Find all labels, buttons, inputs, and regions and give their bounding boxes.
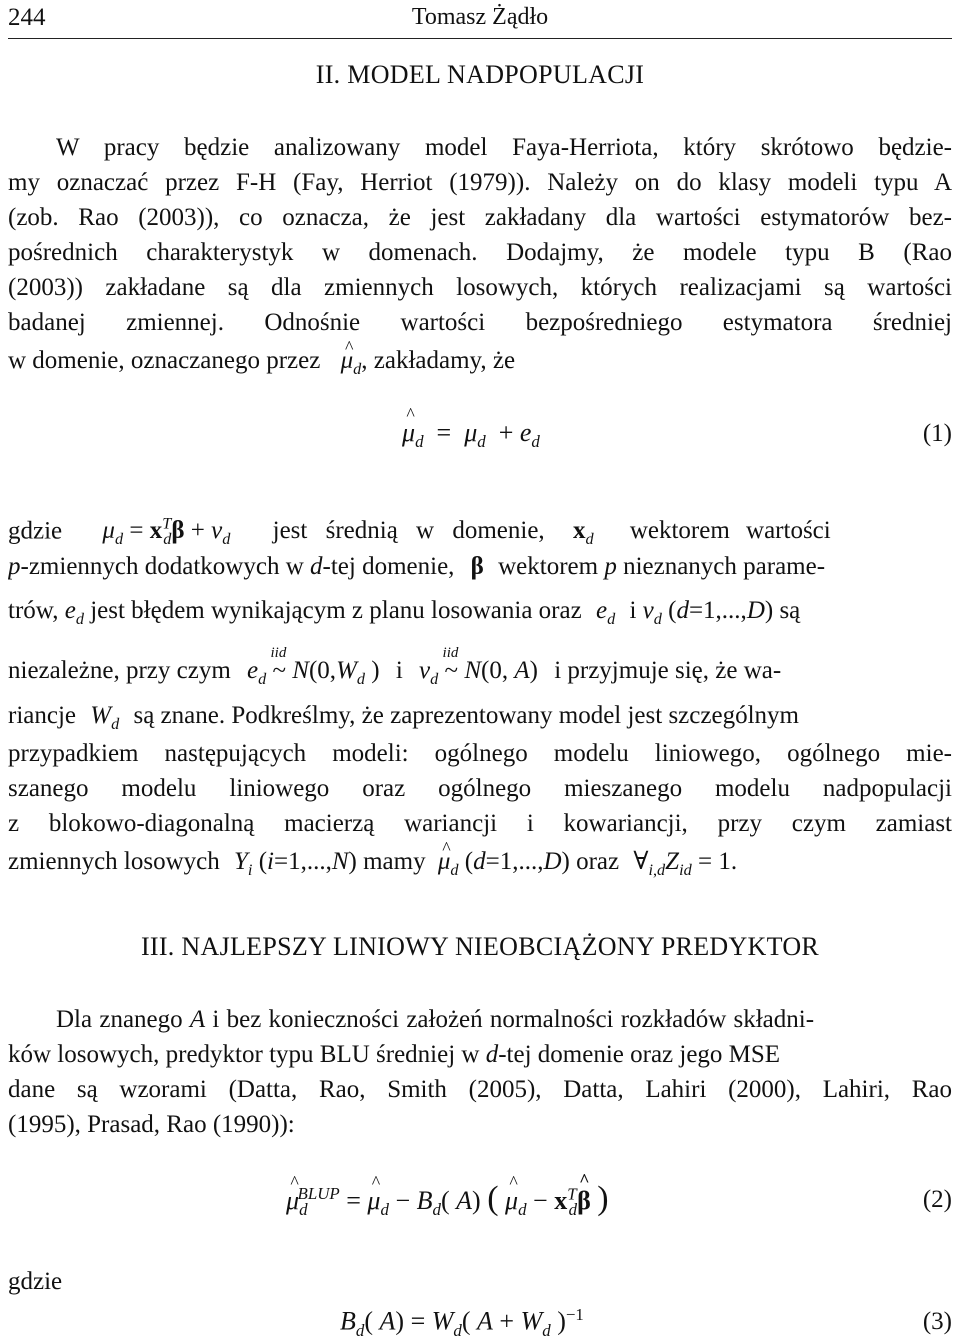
text-line: my oznaczać przez F-H (Fay, Herriot (1979)). Należy on do klasy modeli typu A: [8, 169, 952, 196]
paragraph-blup: [8, 1002, 952, 1142]
section-heading-2: II. MODEL NADPOPULACJI: [315, 60, 645, 89]
text-span: riancje: [8, 702, 77, 729]
math-Y-i: $Y_i$: [234, 848, 253, 879]
text-line: przypadkiem następujących modeli: ogólnego modelu liniowego, ogólnego mie-: [8, 740, 952, 767]
text-span: i przyjmuje się, że wa-: [554, 657, 782, 684]
text-span: ) są: [764, 597, 801, 624]
text-span: ków losowych, predyktor typu BLU średniej w: [8, 1041, 480, 1068]
text-line: W pracy będzie analizowany model Faya-Herriota, który skrótowo będzie-: [56, 134, 952, 161]
equation-number-1: (1): [922, 420, 952, 447]
text-line: [8, 340, 952, 382]
text-span: jest błędem wynikającym z planu losowania oraz: [90, 597, 582, 624]
text-span: =1,...,: [485, 848, 544, 875]
text-span: niezależne, przy czym: [8, 657, 231, 684]
paragraph-definitions: [8, 502, 952, 883]
running-author: Tomasz Żądło: [411, 4, 549, 30]
text-span: ) mamy: [348, 848, 426, 875]
section-heading-3: III. NAJLEPSZY LINIOWY NIEOBCIĄŻONY PREDYKTOR: [140, 932, 820, 961]
math-v-dist: $v_d$ iid ~ N(0, A): [419, 657, 538, 684]
text-span: nieznanych parame-: [623, 553, 826, 580]
text-span: -zmiennych dodatkowych w: [20, 553, 304, 580]
text-line: (zob. Rao (2003)), co oznacza, że jest zakładany dla wartości estymatorów bez-: [8, 204, 952, 231]
text-span: , zakładamy, że: [361, 347, 516, 374]
paragraph-model: [8, 130, 952, 382]
math-forall-Z: $\forall_{i,d}Z_{id} = 1$.: [633, 848, 738, 879]
text-span: gdzie: [8, 517, 63, 545]
text-span: są znane. Podkreślmy, że zaprezentowany model jest szczególnym: [133, 702, 799, 729]
text-span: wektorem: [498, 553, 599, 580]
text-span: -tej domenie,: [322, 553, 455, 580]
page-number: 244: [8, 4, 46, 31]
text-span: jest średnią w domenie,: [272, 517, 545, 545]
text-line: [8, 638, 952, 696]
iid-label: iid: [270, 645, 287, 661]
math-e-d: $e_d$: [64, 597, 84, 628]
math-e-dist: $e_d$ iid ~ $N(0,W_d$ ): [247, 657, 380, 684]
text-line: p-zmiennych dodatkowych w d-tej domenie, β wektorem p nieznanych parame-: [8, 553, 826, 580]
text-span: =1,...,: [273, 848, 332, 875]
math-v-d: $v_d$: [642, 597, 662, 628]
text-span: zmiennych losowych: [8, 848, 220, 875]
text-line: szanego modelu liniowego oraz ogólnego mieszanego modelu nadpopulacji: [8, 775, 952, 802]
text-line: (1995), Prasad, Rao (1990)):: [8, 1111, 295, 1138]
equation-3: $B_d$( $A) = W_d$( $A + W_d$ )$^{-1}$: [340, 1305, 584, 1340]
text-span: Dla znanego: [56, 1006, 183, 1033]
math-W-d: $W_d$: [90, 702, 120, 733]
text-span: trów,: [8, 597, 59, 624]
math-mu-hat-d: ^ $\mu_d$: [438, 848, 459, 875]
equation-number-2: (2): [922, 1186, 952, 1213]
text-line: [8, 502, 952, 546]
equation-1: ^ $\mu_d = \mu_d + e_d$: [402, 418, 540, 452]
text-span: =1,...,: [688, 597, 747, 624]
text-line: badanej zmiennej. Odnośnie wartości bezpośredniego estymatora średniej: [8, 309, 952, 336]
text-span: w domenie, oznaczanego przez: [8, 347, 321, 374]
text-span: ) oraz: [561, 848, 620, 875]
math-mu-hat-d: ^ $\mu_d$: [341, 347, 362, 374]
equation-2: ^ $\mu_d^{BLUP}$ = ^ $\mu_d - B_d$( A) ( ^ $\mu_d$ − $x^T_d\^{}$ β ): [286, 1180, 609, 1220]
text-line: ków losowych, predyktor typu BLU średniej w d-tej domenie oraz jego MSE: [8, 1041, 781, 1068]
equation-number-3: (3): [922, 1308, 952, 1335]
text-span: wektorem wartości: [629, 517, 831, 545]
page-header: [8, 4, 952, 39]
math-e-d: $e_d$: [595, 597, 616, 628]
text-line: [8, 696, 952, 736]
text-line: z blokowo-diagonalną macierzą wariancji i kowariancji, przy czym zamiast: [8, 810, 952, 837]
gdzie-label: gdzie: [8, 1268, 63, 1295]
text-span: i: [629, 597, 637, 624]
text-span: i: [395, 657, 403, 684]
text-line: Dla znanego A i bez konieczności założeń normalności rozkładów składni-: [56, 1006, 815, 1033]
text-line: trów, $e_d$ jest błędem wynikającym z planu losowania oraz $e_d$ i $v_d$ (d=1,...,D) są: [8, 597, 801, 628]
text-span: i bez konieczności założeń normalności rozkładów składni-: [212, 1006, 815, 1033]
text-line: dane są wzorami (Datta, Rao, Smith (2005), Datta, Lahiri (2000), Lahiri, Rao: [8, 1076, 952, 1103]
text-span: -tej domenie oraz jego MSE: [498, 1041, 781, 1068]
text-line: (2003)) zakładane są dla zmiennych losowych, których realizacjami są wartości: [8, 274, 952, 301]
math-mu-def: $\mu_d = x^T_d\beta + v_d$: [102, 515, 231, 546]
iid-label: iid: [442, 645, 459, 661]
math-x-d: $x_d$: [572, 517, 594, 546]
text-line: zmiennych losowych $Y_i$ (i=1,...,N) mamy ^ $\mu_d$ (d=1,...,D) oraz $\forall_{i,d}Z_{id} = 1$.: [8, 841, 952, 883]
text-line: pośrednich charakterystyk w domenach. Dodajmy, że modele typu B (Rao: [8, 239, 952, 266]
